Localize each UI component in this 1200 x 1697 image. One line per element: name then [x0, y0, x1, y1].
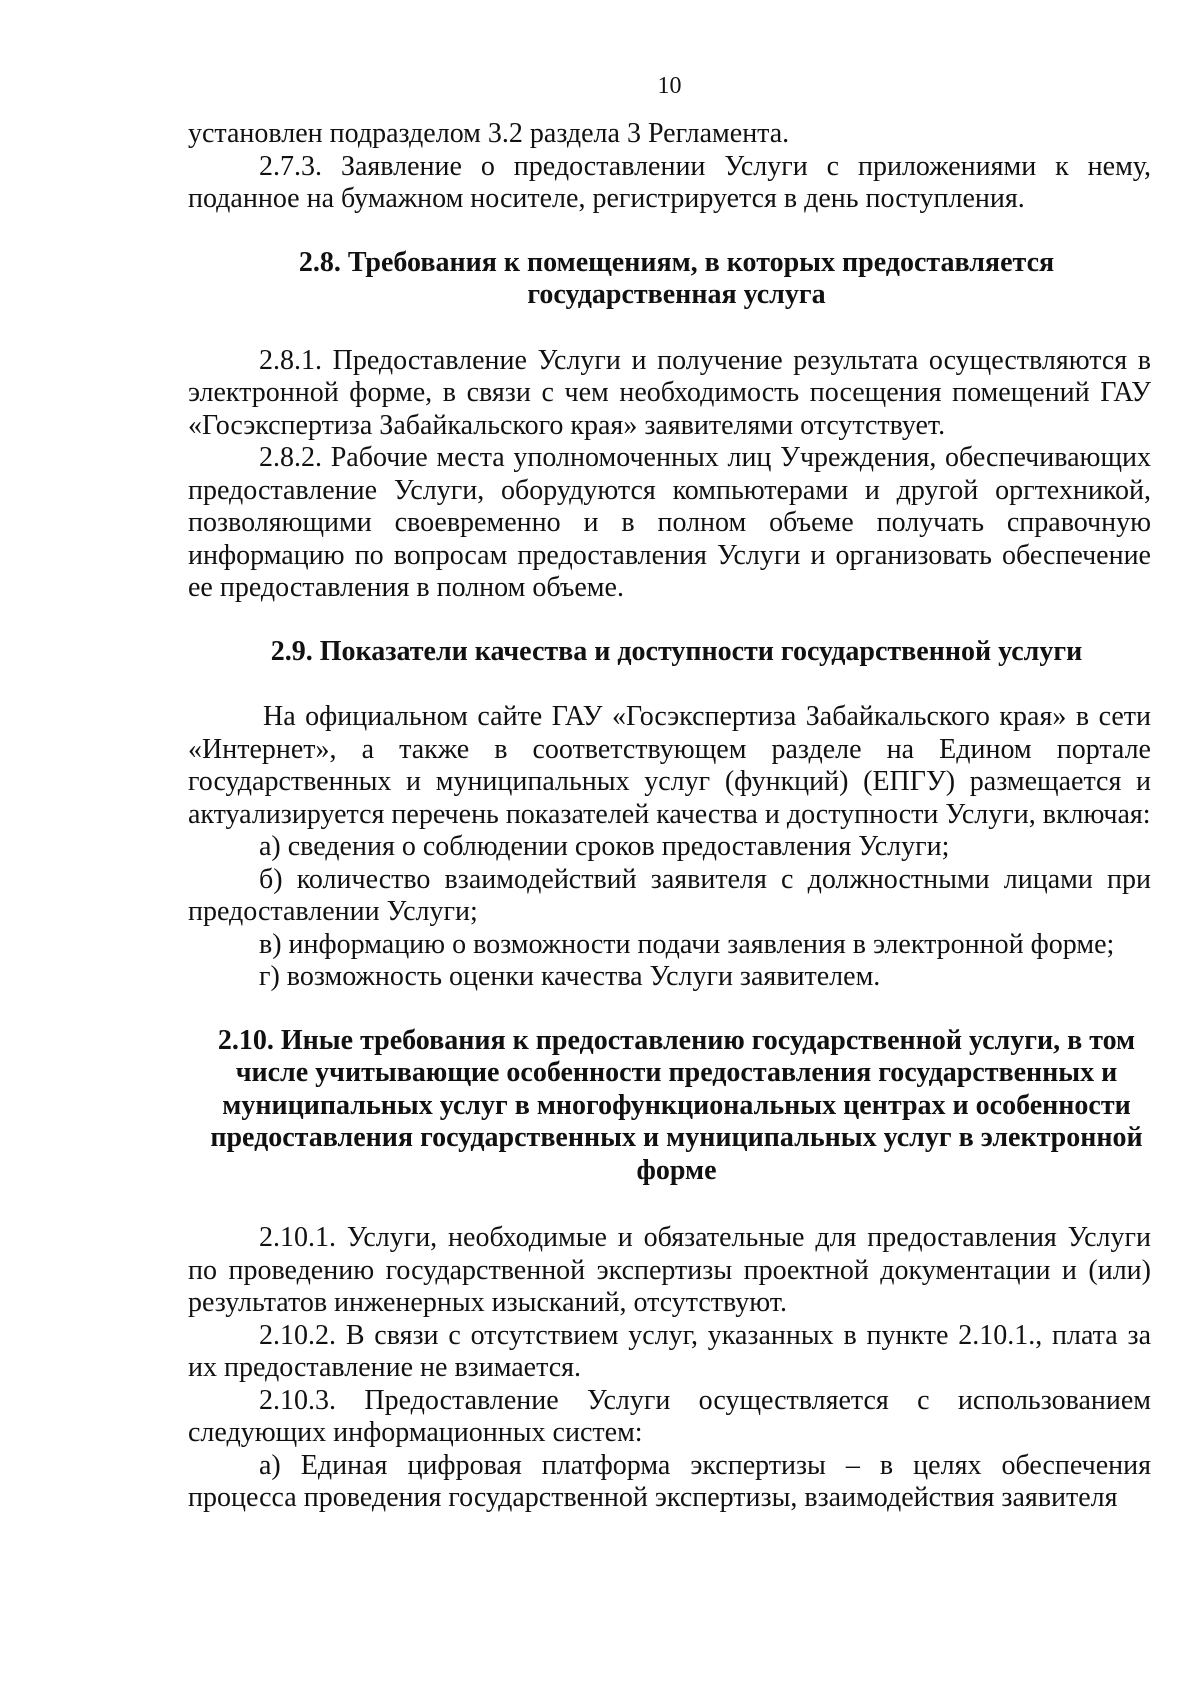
paragraph-2-8-1: 2.8.1. Предоставление Услуги и получение результата осуществляются в электронной форме, в связи с чем необходимость посещения помещений ГАУ «Госэкспертиза Забайкальского края» заявителями отсутствует.	[188, 344, 1151, 441]
document-body	[188, 118, 1151, 1515]
paragraph: установлен подразделом 3.2 раздела 3 Регламента.	[188, 118, 790, 149]
page-number: 10	[657, 73, 682, 99]
paragraph-2-10-1: 2.10.1. Услуги, необходимые и обязательные для предоставления Услуги по проведению государственной экспертизы проектной документации и (или) результатов инженерных изысканий, отсутствуют.	[188, 1222, 1151, 1318]
section-heading-2-9: 2.9. Показатели качества и доступности государственной услуги	[270, 635, 1083, 667]
section-heading-2-8: 2.8. Требования к помещениям, в которых предоставляется государственная услуга	[298, 246, 1055, 310]
paragraph-2-10-3: 2.10.3. Предоставление Услуги осуществляется с использованием следующих информационных систем:	[188, 1384, 1151, 1448]
list-item-2-9-v: в) информацию о возможности подачи заявления в электронной форме;	[259, 928, 1115, 960]
list-item-2-10-3-a: а) Единая цифровая платформа экспертизы – в целях обеспечения процесса проведения государственной экспертизы, взаимодействия заявителя	[188, 1449, 1151, 1513]
list-item-2-9-g: г) возможность оценки качества Услуги заявителем.	[259, 961, 881, 992]
paragraph-2-9-intro: На официальном сайте ГАУ «Госэкспертиза Забайкальского края» в сети «Интернет», а также в соответствующем разделе на Едином портале государственных и муниципальных услуг (функций) (ЕПГУ) размещается и актуализируется перечень показателей качества и доступности Услуги, включая:	[188, 701, 1151, 830]
list-item-2-9-a: а) сведения о соблюдении сроков предоставления Услуги;	[259, 831, 950, 862]
section-heading-2-10: 2.10. Иные требования к предоставлению государственной услуги, в том числе учитывающие особенности предоставления государственных и муниципальных услуг в многофункциональных центрах и особенности предоставления государственных и муниципальных услуг в электронной форме	[210, 1024, 1143, 1186]
paragraph-2-7-3: 2.7.3. Заявление о предоставлении Услуги с приложениями к нему, поданное на бумажном носителе, регистрируется в день поступления.	[188, 150, 1151, 214]
paragraph-2-8-2: 2.8.2. Рабочие места уполномоченных лиц Учреждения, обеспечивающих предоставление Услуги, оборудуются компьютерами и другой оргтехникой, позволяющими своевременно и в полном объеме получать справочную информацию по вопросам предоставления Услуги и организовать обеспечение ее предоставления в полном объеме.	[188, 442, 1151, 603]
list-item-2-9-b: б) количество взаимодействий заявителя с должностными лицами при предоставлении Услуги;	[188, 863, 1151, 927]
paragraph-2-10-2: 2.10.2. В связи с отсутствием услуг, указанных в пункте 2.10.1., плата за их предоставление не взимается.	[188, 1319, 1151, 1383]
